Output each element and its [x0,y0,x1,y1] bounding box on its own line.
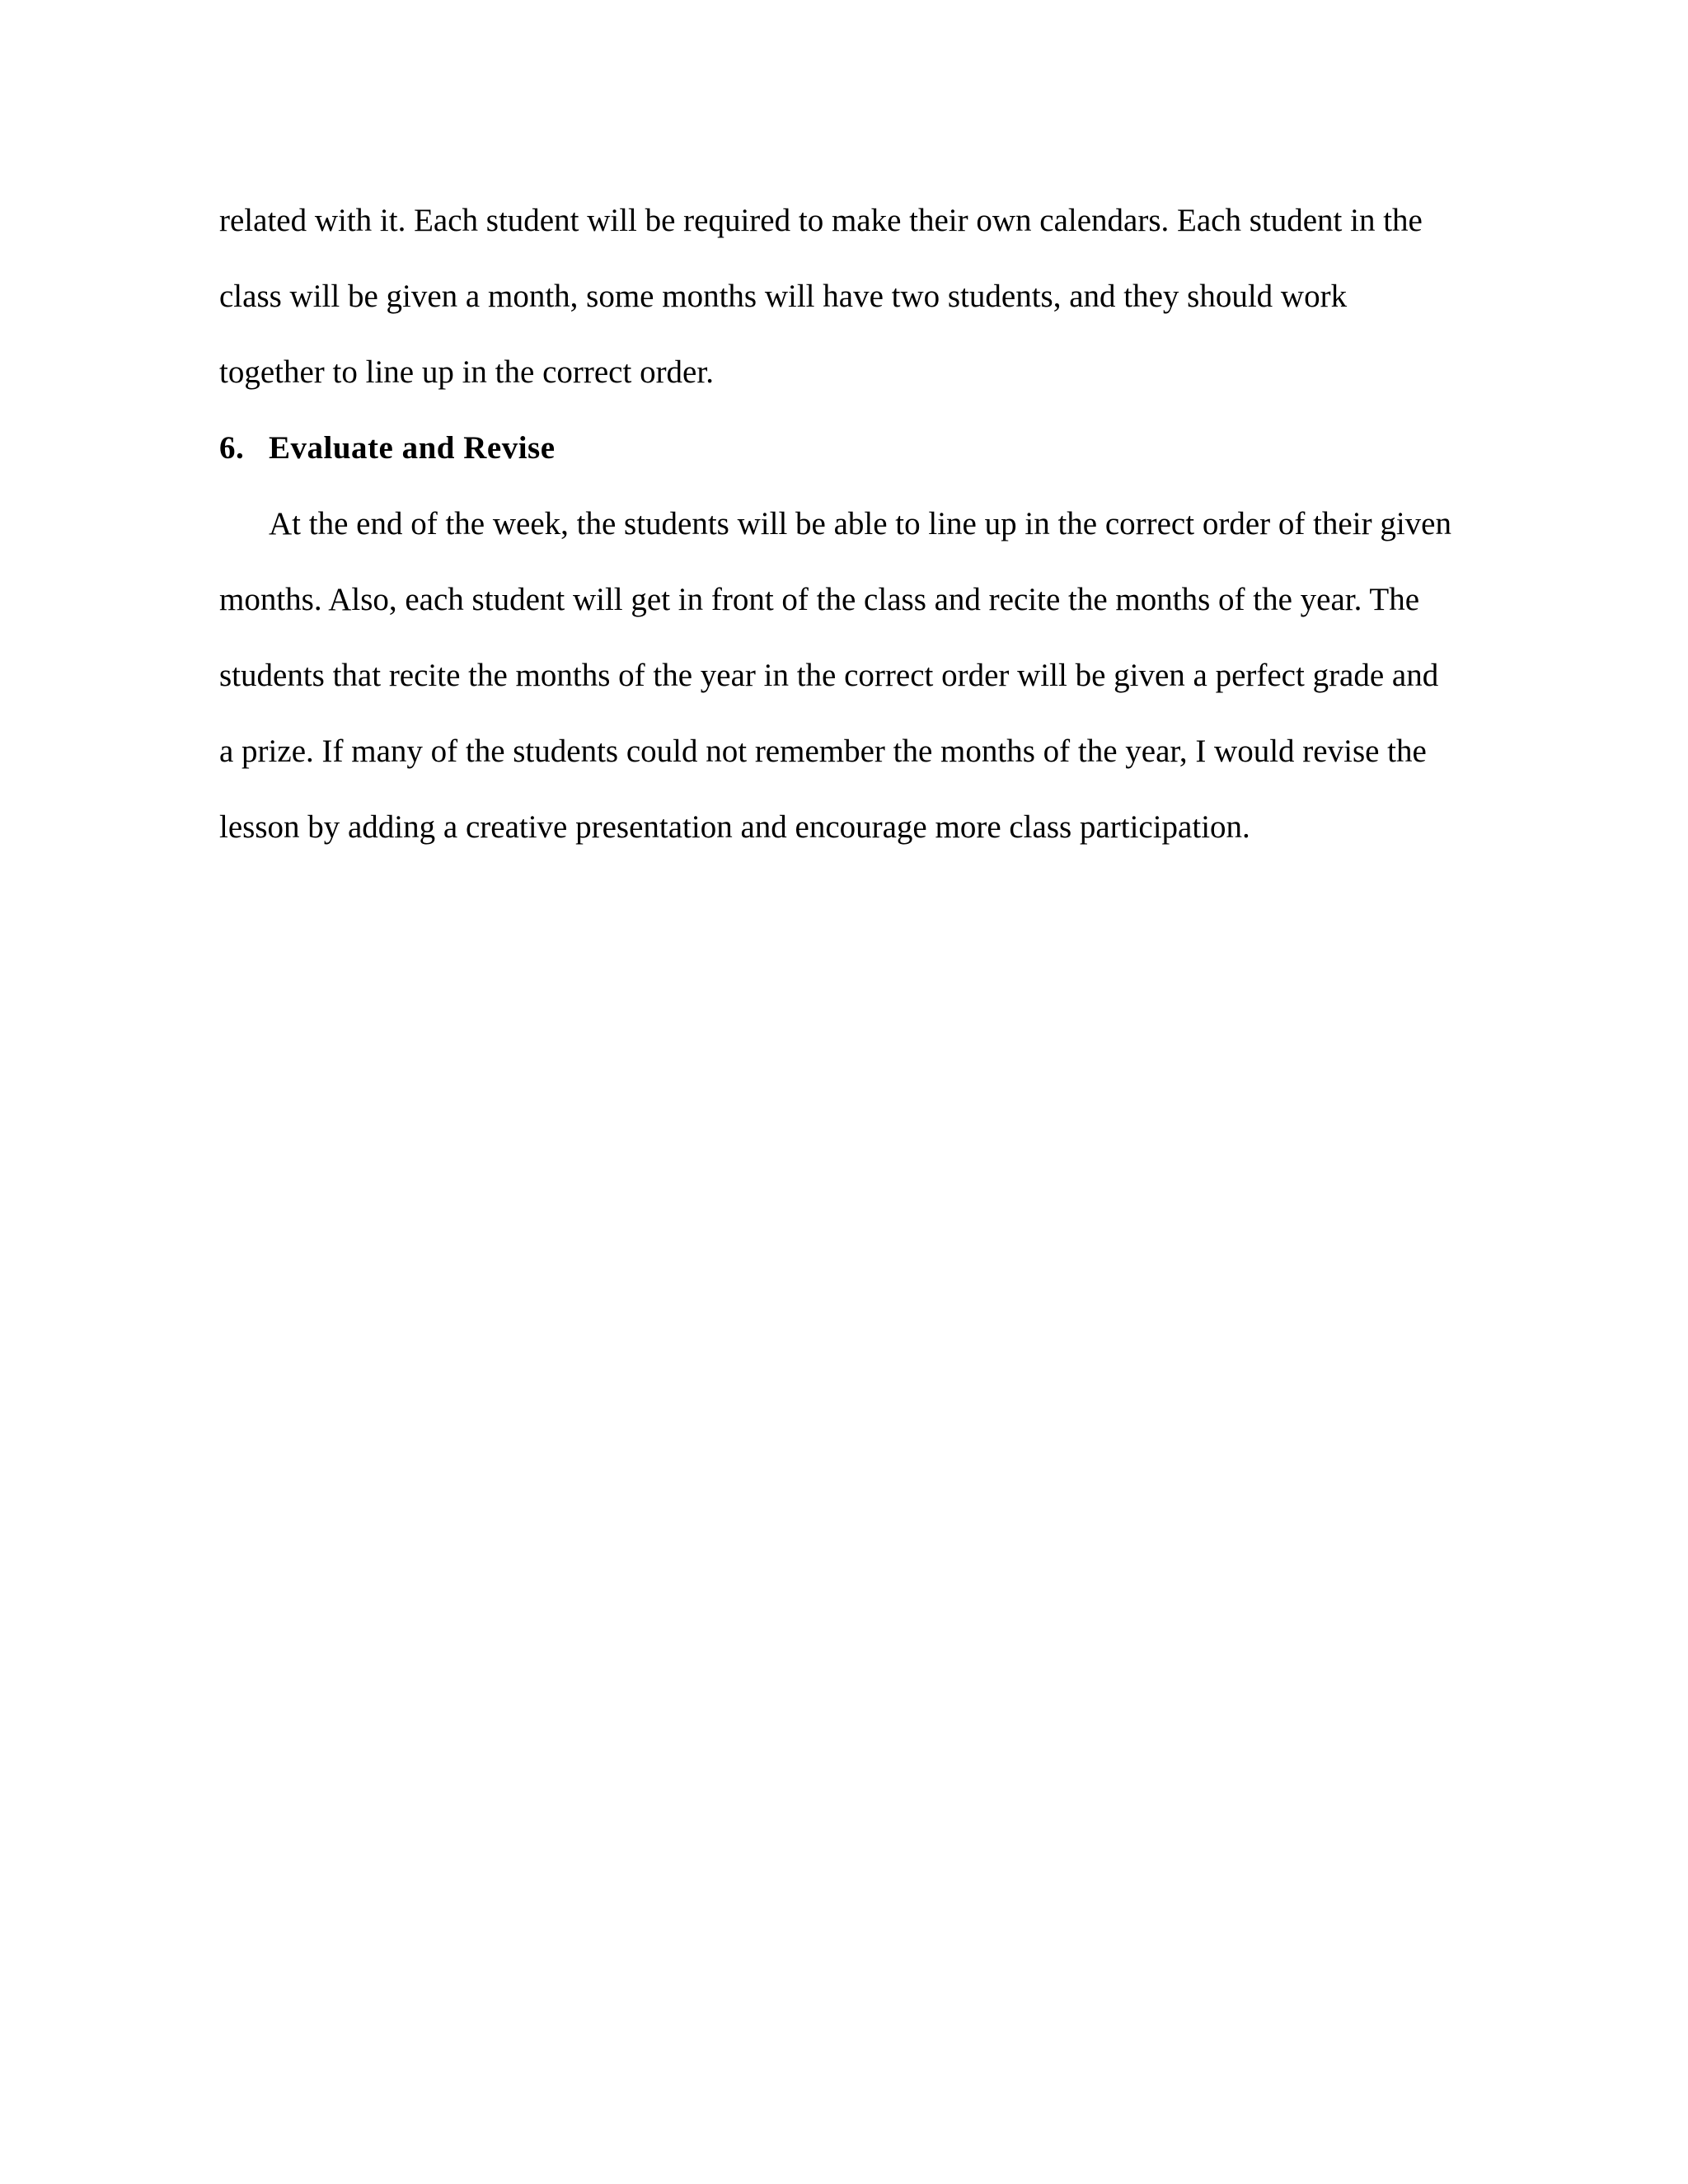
text-line: At the end of the week, the students will be able to line up in the correct order of their given [269,506,1451,541]
text-line: months. Also, each student will get in front of the class and recite the months of the year. The [219,582,1420,617]
section-title: Evaluate and Revise [269,430,556,466]
text-line: students that recite the months of the year in the correct order will be given a perfect grade and [219,658,1439,693]
section-heading [219,410,1477,486]
section-number: 6. [219,430,245,466]
text-line: related with it. Each student will be required to make their own calendars. Each student in the [219,203,1423,238]
paragraph-continuation [219,183,1477,410]
document-body [219,183,1477,865]
text-line: together to line up in the correct order. [219,354,714,390]
text-line: a prize. If many of the students could not remember the months of the year, I would revise the [219,733,1427,769]
paragraph-evaluate-revise [219,486,1477,865]
text-line: class will be given a month, some months will have two students, and they should work [219,279,1348,314]
text-line: lesson by adding a creative presentation and encourage more class participation. [219,809,1250,845]
